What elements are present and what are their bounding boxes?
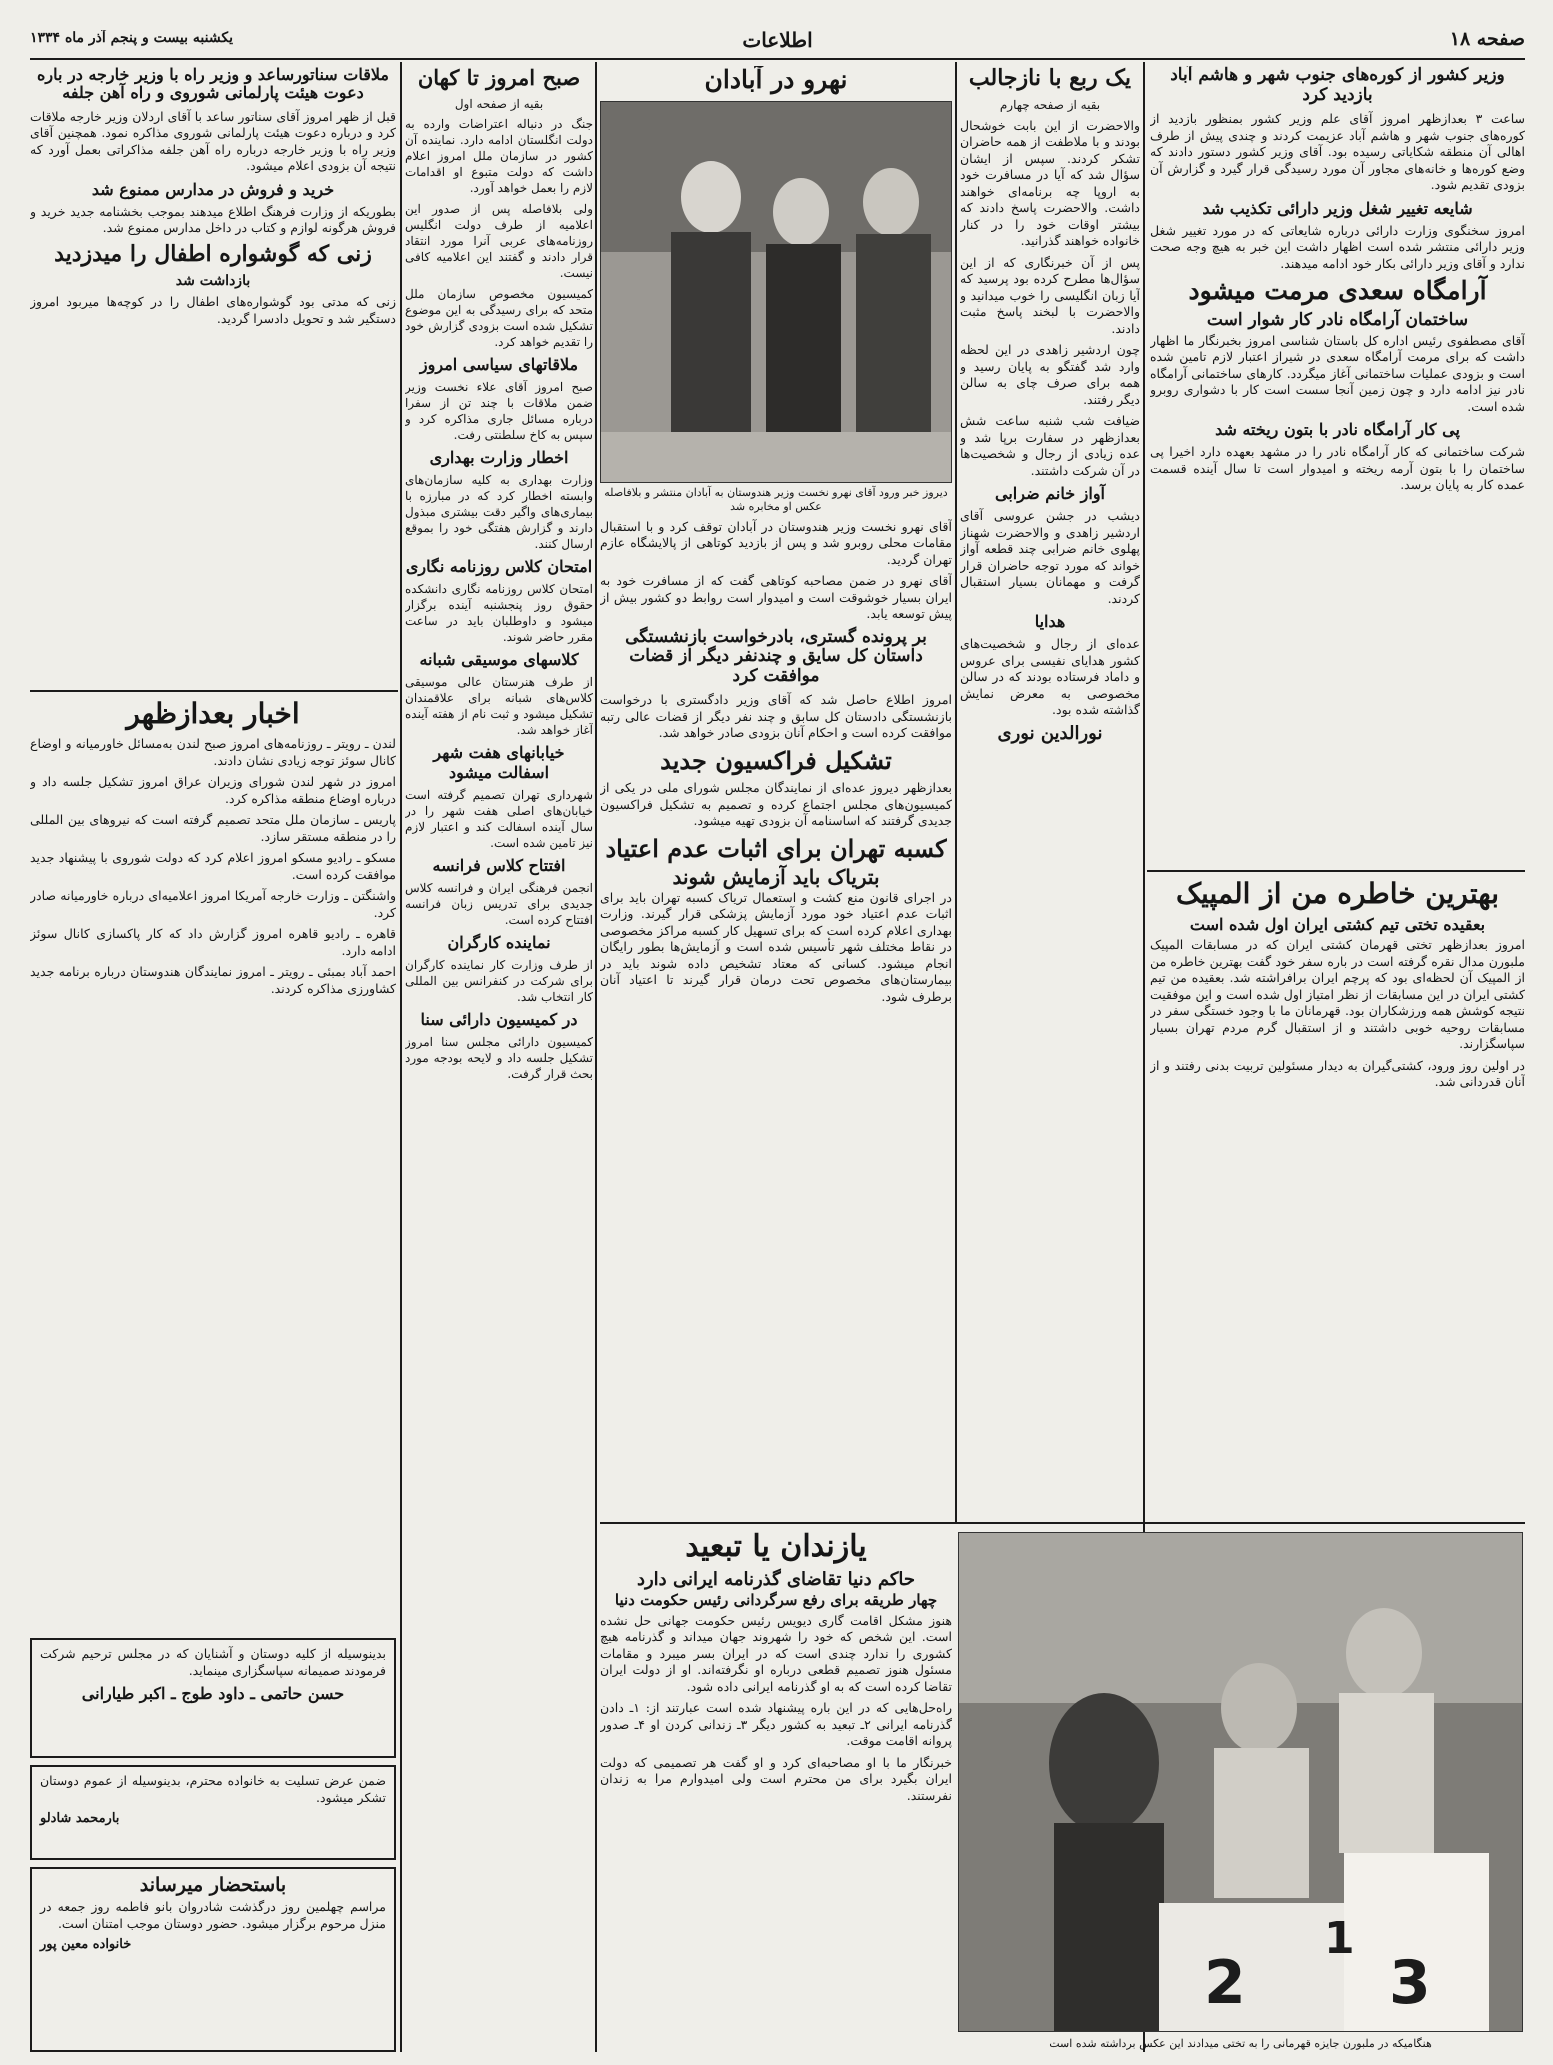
- music-title: کلاسهای موسیقی شبانه: [419, 650, 579, 670]
- saadi-article: آقای مصطفوی رئیس اداره کل باستان شناسی امروز بخبرنگار ما اظهار داشت که برای مرمت آرامگاه سعدی در شیراز اعتبار لازم تامین شده است و بزودی عملیات ساختمانی آغاز میگردد. کارهای ساختمانی آرامگاه نادر نیز ادامه دارد و چون زمین آنجا سست است کار با دشواری روبرو شده است.: [1150, 332, 1525, 414]
- wedding-column: [960, 66, 1140, 1521]
- gifts-article: عده‌ای از رجال و شخصیت‌های کشور هدایای نفیسی برای عروس و داماد فرستاده بودند که در سالن مخصوصی به معرض نمایش گذاشته شده بود.: [960, 636, 1140, 718]
- finance-article: کمیسیون دارائی مجلس سنا امروز تشکیل جلسه داد و لایحه بودجه مورد بحث قرار گرفت.: [405, 1035, 593, 1082]
- french-class-title: افتتاح کلاس فرانسه: [432, 856, 566, 876]
- olympic-photo-caption: هنگامیکه در ملبورن جایزه قهرمانی را به تختی میدادند این عکس برداشته شده است: [1049, 2037, 1432, 2050]
- wedding-paragraph: چون اردشیر زاهدی در این لحظه وارد شد گفتگو به پایان رسید و همه برای صرف چای به سالن دیگر رفتند.: [960, 342, 1140, 407]
- opium-headline: کسبه تهران برای اثبات عدم اعتیاد: [605, 833, 947, 863]
- memorial-notice-signature: خانواده معین پور: [40, 1937, 132, 1952]
- wedding-byline: بقیه از صفحه چهارم: [999, 98, 1101, 113]
- french-class-article: انجمن فرهنگی ایران و فرانسه کلاس جدیدی برای تدریس زبان فرانسه افتتاح کرده است.: [405, 881, 593, 928]
- olympic-paragraph: امروز بعدازظهر تختی قهرمان کشتی ایران که در مسابقات المپیک ملبورن مدال نقره گرفته است در باره سفر خود گفت بهترین خاطره من از المپیک آن لحظه‌ای بود که پرچم ایران برافراشته شد. بعقیده من تیم کشتی ایران در این مسابقات از نظر امتیاز اول شده است و این موفقیت نتیجه کوشش همه ورزشکاران بود. قهرمانان ما با وجود خستگی سفر در مسابقات روحیه خوبی داشتند و از استقبال گرم مردم تهران بسیار سپاسگزارند.: [1150, 937, 1525, 1052]
- saadi-subhead: ساختمان آرامگاه نادر کار شوار است: [1206, 309, 1469, 330]
- thanks-notice-text: بدینوسیله از کلیه دوستان و آشنایان که در مجلس ترحیم شرکت فرمودند صمیمانه سپاسگزاری مینماید.: [40, 1646, 386, 1678]
- olympic-headline: بهترین خاطره من از المپیک: [1175, 878, 1499, 910]
- masthead: [30, 28, 1525, 54]
- nehru-headline: نهرو در آبادان: [704, 66, 848, 94]
- workers-title: نماینده کارگران: [447, 933, 551, 953]
- meetings-title: ملاقاتهای سیاسی امروز: [419, 355, 579, 375]
- news-roundup-column: [405, 66, 593, 2052]
- opium-article: در اجرای قانون منع کشت و استعمال تریاک کسبه تهران باید برای اثبات عدم اعتیاد خود مورد آزمایش پزشکی قرار گیرند. وزارت بهداری اعلام کرده است که برای تسهیل کار کسبه مراکز مخصوصی در نقاط مختلف شهر تأسیس شده است و آزمایش‌ها بطور رایگان انجام میشود. کسانی که معتاد تشخیص داده شوند باید در بیمارستان‌های مخصوص تحت درمان قرار گیرند تا اعتیاد آنان برطرف شود.: [600, 889, 952, 1004]
- podium-illustration: [959, 1533, 1523, 2032]
- section-rule: [30, 690, 398, 692]
- exam-title: امتحان کلاس روزنامه نگاری: [405, 557, 593, 577]
- nehru-paragraph: آقای نهرو نخست وزیر هندوستان در آبادان توقف کرد و با استقبال مقامات محلی روبرو شد و پس از بازدید کوتاهی از پالایشگاه عازم تهران گردید.: [600, 518, 952, 567]
- opium-subhead: بتریاک باید آزمایش شوند: [672, 864, 880, 889]
- news-item: مسکو ـ رادیو مسکو امروز اعلام کرد که دولت شوروی با پیشنهاد جدید موافقت کرده است.: [30, 850, 396, 882]
- photo-rule: [600, 1522, 1525, 1524]
- center-column: [600, 66, 952, 1521]
- earring-thief-subhead: بازداشت شد: [175, 273, 251, 290]
- memorial-notice: [30, 1867, 396, 2052]
- saadi-headline: آرامگاه سعدی مرمت میشود: [1188, 276, 1487, 306]
- thanks-notice-signature: حسن حاتمی ـ داود طوج ـ اکبر طیارانی: [81, 1684, 345, 1703]
- memorial-notice-title: باستحضار میرساند: [139, 1874, 287, 1896]
- denial-article: امروز سخنگوی وزارت دارائی درباره شایعاتی که در مورد تغییر شغل وزیر دارائی منتشر شده است اظهار داشت این خبر به هیچ وجه صحت ندارد و آقای وزیر دارائی بکار خود ادامه میدهند.: [1150, 222, 1525, 271]
- wedding-column-title: یک ربع با نازجالب: [968, 66, 1132, 91]
- column-rule: [955, 62, 957, 1522]
- music-article: از طرف هنرستان عالی موسیقی کلاس‌های شبانه برای علاقمندان تشکیل میشود و ثبت نام از هفته آینده آغاز خواهد شد.: [405, 675, 593, 738]
- masthead-rule: [30, 58, 1525, 60]
- wedding-paragraph: پس از آن خبرنگاری که از این سؤال‌ها مطرح کرده بود پرسید که آیا زبان انگلیسی را خوب میدانید و والاحضرت با لبخند پاسخ مثبت دادند.: [960, 254, 1140, 336]
- roundup-paragraph: جنگ در دنباله اعتراضات وارده به دولت انگلستان ادامه دارد. نماینده آن کشور در سازمان ملل امروز اعلام داشت که دولت متبوع او اقدامات لازم را بعمل خواهد آورد.: [405, 117, 593, 196]
- schools-article: بطوریکه از وزارت فرهنگ اطلاع میدهند بموجب بخشنامه جدید خرید و فروش هرگونه لوازم و کتاب در داخل مدارس ممنوع شد.: [30, 203, 396, 236]
- condolence-notice: [30, 1765, 396, 1860]
- svg-text:1: 1: [1324, 1913, 1355, 1964]
- justice-article: امروز اطلاع حاصل شد که آقای وزیر دادگستری با درخواست بازنشستگی دادستان کل سابق و چند نفر دیگر از قضات عالی رتبه موافقت کرده است و احکام آنان بزودی صادر خواهد شد.: [600, 692, 952, 741]
- memorial-notice-text: مراسم چهلمین روز درگذشت شادروان بانو فاطمه روز جمعه در منزل مرحوم برگزار میشود. حضور دوستان موجب امتنان است.: [40, 1899, 386, 1931]
- streets-article: شهرداری تهران تصمیم گرفته است خیابان‌های اصلی هفت شهر را در سال آینده اسفالت کند و اعتبار لازم نیز تامین شده است.: [405, 788, 593, 851]
- singer-article: دیشب در جشن عروسی آقای اردشیر زاهدی و والاحضرت شهناز پهلوی خانم ضرابی چند قطعه آواز خواند که مورد توجه حاضران قرار گرفت و مهمانان بسیار استقبال کردند.: [960, 508, 1140, 606]
- newspaper-name: اطلاعات: [742, 28, 813, 52]
- workers-article: از طرف وزارت کار نماینده کارگران برای شرکت در کنفرانس بین المللی کار انتخاب شد.: [405, 958, 593, 1005]
- page-number: صفحه ۱۸: [1449, 28, 1525, 50]
- nehru-illustration: [601, 102, 951, 482]
- wedding-paragraph: ضیافت شب شنبه ساعت شش بعدازظهر در سفارت برپا شد و عده زیادی از رجال و شخصیت‌ها در آن شرکت داشتند.: [960, 413, 1140, 478]
- olympic-photo: [958, 1532, 1523, 2032]
- roundup-headline: صبح امروز تا کهان: [417, 66, 581, 90]
- fraction-headline: تشکیل فراکسیون جدید: [660, 745, 892, 775]
- streets-title: خیابانهای هفت شهر اسفالت میشود: [433, 743, 565, 783]
- exile-paragraph: راه‌حل‌هایی که در این باره پیشنهاد شده است عبارتند از: ۱ـ دادن گذرنامه ایرانی ۲ـ تبعید به کشور دیگر ۳ـ زندانی کردن او ۴ـ صدور پروانه اقامت موقت.: [600, 1700, 952, 1748]
- condolence-notice-signature: بارمحمد شادلو: [40, 1811, 120, 1826]
- exile-article: [600, 1530, 952, 2052]
- earring-thief-headline: زنی که گوشواره اطفال را میدزدید: [54, 240, 372, 267]
- meetings-article: صبح امروز آقای علاء نخست وزیر ضمن ملاقات با چند تن از سفرا درباره مسائل جاری مذاکره کرد و سپس به کاخ سلطنتی رفت.: [405, 380, 593, 443]
- exile-headline: یازندان یا تبعید: [685, 1530, 867, 1564]
- nader-article: شرکت ساختمانی که کار آرامگاه نادر را در مشهد بعهده دارد اخیرا پی ساختمان را با بتون آرمه ریخته و امیدوار است تا سال آینده قسمت عمده کار به پایان برسد.: [1150, 444, 1525, 493]
- roundup-paragraph: ولی بلافاصله پس از صدور این اعلامیه از طرف دولت انگلیس روزنامه‌های عربی آنرا مورد انتقاد قرار دادند و گفتند این اعلامیه کافی نیست.: [405, 202, 593, 281]
- news-item: احمد آباد بمبئی ـ رویتر ـ امروز نمایندگان هندوستان درباره برنامه جدید کشاورزی مذاکره کردند.: [30, 964, 396, 996]
- finance-title: در کمیسیون دارائی سنا: [420, 1010, 578, 1030]
- roundup-paragraph: کمیسیون مخصوص سازمان ملل متحد که برای رسیدگی به این موضوع تشکیل شده است بزودی گزارش خود را تقدیم خواهد کرد.: [405, 287, 593, 350]
- gifts-title: هدایا: [1034, 612, 1066, 632]
- author-name: نورالدین نوری: [997, 722, 1103, 744]
- denial-title: شایعه تغییر شغل وزیر دارائی تکذیب شد: [1202, 198, 1473, 218]
- roundup-byline: بقیه از صفحه اول: [454, 97, 544, 112]
- visit-headline: وزیر کشور از کوره‌های جنوب شهر و هاشم آباد بازدید کرد: [1170, 66, 1505, 105]
- afternoon-news: [30, 698, 396, 1633]
- wedding-paragraph: والاحضرت از این بابت خوشحال بودند و با ملاطفت از همه حاضران تشکر کردند. سپس از ایشان سؤال شد که آیا در مسافرت خود به اروپا چه برنامه‌ای خواهند داشت. والاحضرت پاسخ دادند که بیشتر اوقات خود را در کنار خانواده خواهند گذرانید.: [960, 117, 1140, 249]
- left-top-column: [30, 66, 396, 686]
- column-rule: [595, 62, 597, 2052]
- section-rule: [1147, 870, 1525, 872]
- exile-paragraph: خبرنگار ما با او مصاحبه‌ای کرد و او گفت هر تصمیمی که دولت ایران بگیرد برای من محترم است ولی امیدوارم مرا به زندان نفرستند.: [600, 1754, 952, 1803]
- news-item: قاهره ـ رادیو قاهره امروز گزارش داد که کار پاکسازی کانال سوئز ادامه دارد.: [30, 926, 396, 958]
- svg-text:2: 2: [1204, 1948, 1246, 2018]
- exile-subhead: حاکم دنیا تقاضای گذرنامه ایرانی دارد: [636, 1568, 916, 1590]
- olympic-article: [1150, 878, 1525, 1518]
- justice-headline: بر پرونده گستری، بادرخواست بازنشستگی داستان کل سایق و چندنفر دیگر از قضات موافقت کرد: [625, 626, 927, 686]
- column-rule: [400, 62, 402, 2052]
- nader-title: پی کار آرامگاه نادر با بتون ریخته شد: [1215, 420, 1460, 440]
- olympic-paragraph: در اولین روز ورود، کشتی‌گیران به دیدار مسئولین تربیت بدنی رفتند و از آنان قدردانی شد.: [1150, 1057, 1525, 1090]
- visit-article: ساعت ۳ بعدازظهر امروز آقای علم وزیر کشور بمنظور بازدید از کوره‌های جنوب شهر و هاشم آباد عزیمت کردند و چندی پیش از طرف اهالی آن منطقه شکایاتی رسیده بود. آقای وزیر کشور دستور دادند که وضع کوره‌ها و خانه‌های مجاور آن مورد رسیدگی قرار گیرد و گزارش آن بزودی تقدیم شود.: [1150, 111, 1525, 193]
- olympic-subhead: بعقیده تختی تیم کشتی ایران اول شده است: [1189, 915, 1486, 935]
- news-item: لندن ـ رویتر ـ روزنامه‌های امروز صبح لندن به‌مسائل خاورمیانه و اوضاع کانال سوئز توجه زیادی نشان دادند.: [30, 736, 396, 768]
- schools-title: خرید و فروش در مدارس ممنوع شد: [91, 179, 335, 199]
- health-article: وزارت بهداری به کلیه سازمان‌های وابسته اخطار کرد که در مبارزه با بیماری‌های واگیر دقت بیشتری مبذول دارند و گزارش هفتگی خود را بموقع ارسال کنند.: [405, 473, 593, 552]
- condolence-notice-text: ضمن عرض تسلیت به خانواده محترم، بدینوسیله از عموم دوستان تشکر میشود.: [40, 1773, 386, 1805]
- svg-text:3: 3: [1389, 1948, 1431, 2018]
- senators-article: قبل از ظهر امروز آقای سناتور ساعد با آقای اردلان وزیر خارجه ملاقات کرد و درباره دعوت هیئت پارلمانی شوروی مذاکره نمود. همچنین آقای وزیر راه با وزیر خارجه درباره راه آهن جلفه مذاکراتی بعمل آورد که نتیجه آن بزودی اعلام میشود.: [30, 108, 396, 174]
- senators-headline: ملاقات سناتورساعد و وزیر راه با وزیر خارجه در باره دعوت هیئت پارلمانی شوروی و راه آهن جلفه: [37, 66, 389, 103]
- singer-title: آواز خانم ضرابی: [995, 484, 1105, 504]
- earring-thief-article: زنی که مدتی بود گوشواره‌های اطفال را در کوچه‌ها میربود امروز دستگیر شد و تحویل دادسرا گردید.: [30, 294, 396, 326]
- exile-subhead-2: چهار طریقه برای رفع سرگردانی رئیس حکومت دنیا: [614, 1590, 938, 1609]
- thanks-notice: [30, 1638, 396, 1758]
- nehru-photo: [600, 101, 952, 483]
- nehru-photo-caption: دیروز خبر ورود آقای نهرو نخست وزیر هندوستان به آبادان منتشر و بلافاصله عکس او مخابره شد: [604, 485, 948, 513]
- health-title: اخطار وزارت بهداری: [429, 448, 569, 468]
- nehru-paragraph: آقای نهرو در ضمن مصاحبه کوتاهی گفت که از مسافرت خود به ایران بسیار خوشوقت است و امیدوار است روابط دو کشور بیش از پیش توسعه یابد.: [600, 573, 952, 622]
- afternoon-news-headline: اخبار بعدازظهر: [126, 698, 300, 730]
- issue-date: یکشنبه بیست و پنجم آذر ماه ۱۳۳۴: [30, 30, 233, 46]
- fraction-article: بعدازظهر دیروز عده‌ای از نمایندگان مجلس شورای ملی در یکی از کمیسیون‌های مجلس اجتماع کرده و تصمیم به تشکیل فراکسیون جدیدی گرفتند که اساسنامه آن بزودی تهیه میشود.: [600, 780, 952, 829]
- news-item: امروز در شهر لندن شورای وزیران عراق امروز تشکیل جلسه داد و درباره اوضاع منطقه مذاکره کرد.: [30, 774, 396, 806]
- exile-paragraph: هنوز مشکل اقامت گاری دیویس رئیس حکومت جهانی حل نشده است. این شخص که خود را شهروند جهان میداند و گذرنامه هیچ کشوری را ندارد چندی است که در ایران بسر میبرد و مقامات مسئول هنوز تصمیم قطعی درباره او نگرفته‌اند. او از دولت ایران تقاضا کرده است که به او گذرنامه ایرانی داده شود.: [600, 1612, 952, 1694]
- news-item: واشنگتن ـ وزارت خارجه آمریکا امروز اعلامیه‌ای درباره خاورمیانه صادر کرد.: [30, 888, 396, 920]
- exam-article: امتحان کلاس روزنامه نگاری دانشکده حقوق روز پنجشنبه آینده برگزار میشود و داوطلبان باید در ساعت مقرر حاضر شوند.: [405, 582, 593, 645]
- news-item: پاریس ـ سازمان ملل متحد تصمیم گرفته است که نیروهای بین المللی را در منطقه مستقر سازد.: [30, 812, 396, 844]
